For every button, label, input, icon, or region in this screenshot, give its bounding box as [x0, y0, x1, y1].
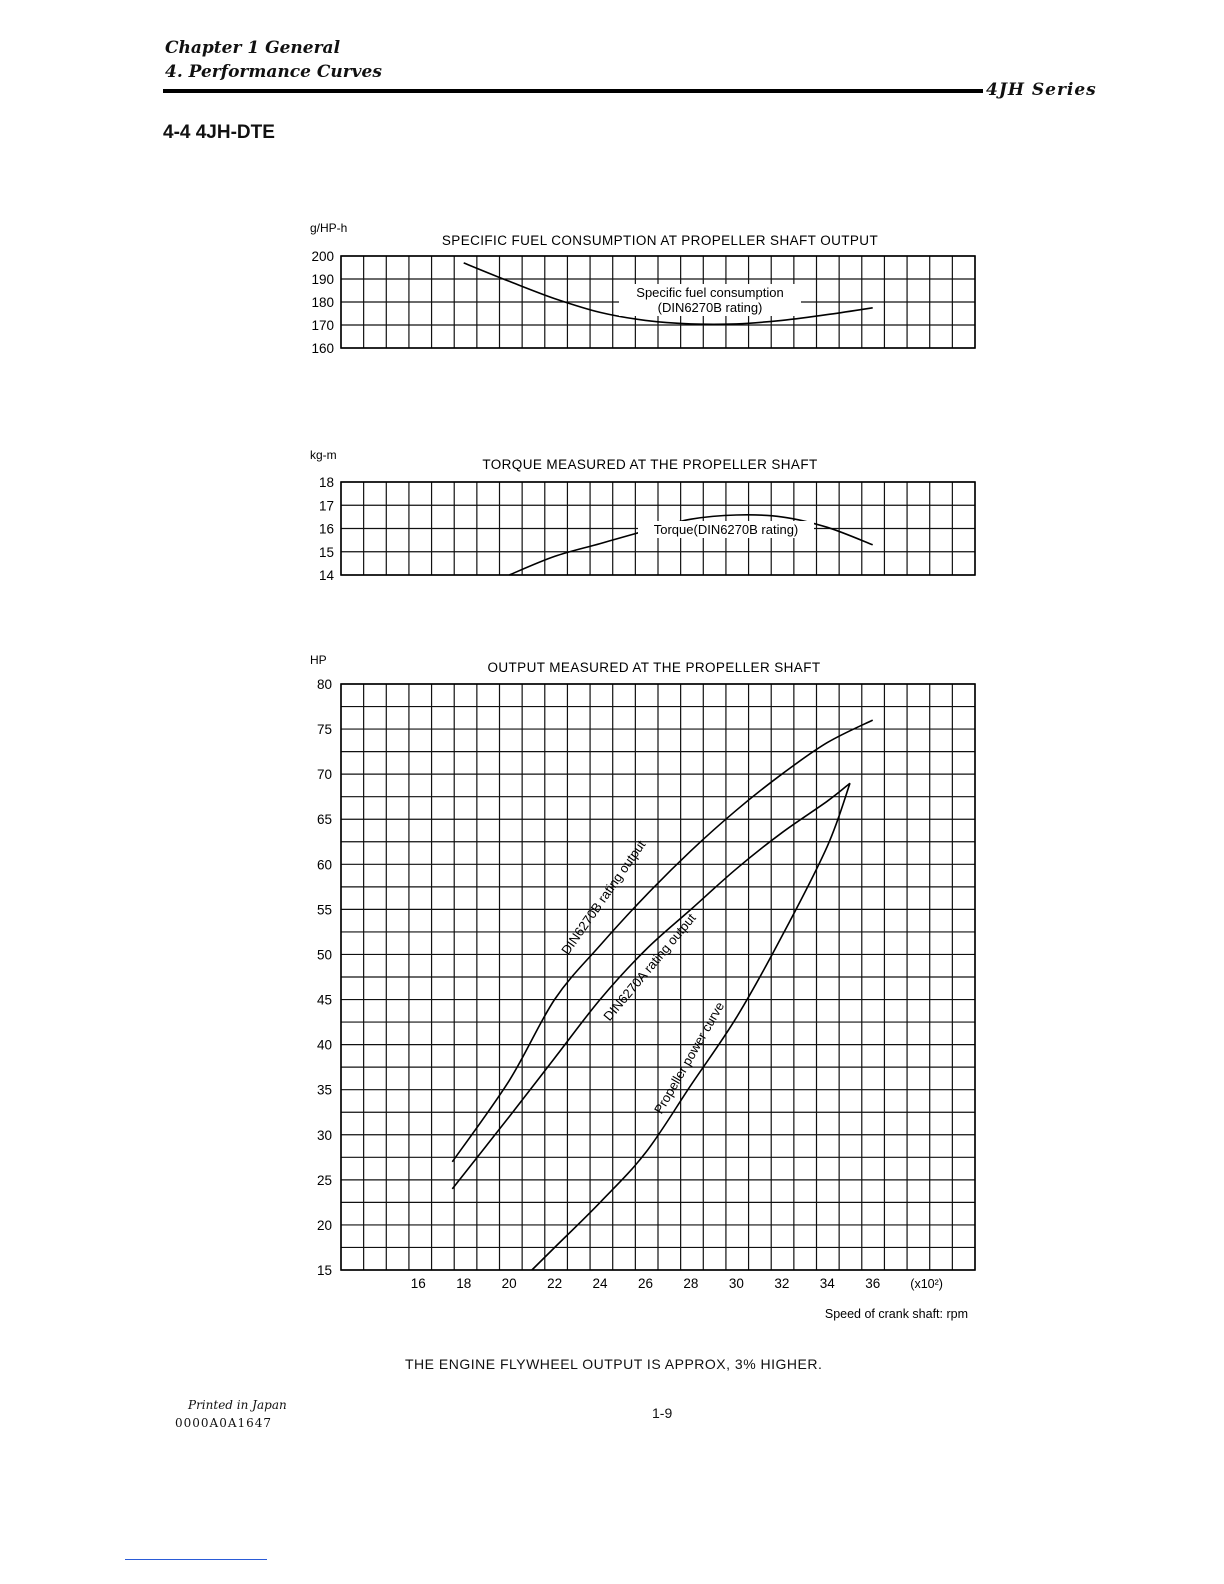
y-tick-label: 16 [318, 521, 334, 537]
series-label: DIN6270B rating output [558, 837, 649, 958]
y-axis-label: kg-m [310, 448, 337, 462]
x-axis-label: Speed of crank shaft: rpm [824, 1307, 968, 1321]
x-tick-label: 26 [637, 1276, 654, 1291]
y-tick-label: 170 [311, 318, 334, 333]
chart-title: TORQUE MEASURED AT THE PROPELLER SHAFT [482, 457, 818, 472]
x-tick-label: 20 [501, 1276, 517, 1291]
y-tick-label: 60 [316, 857, 332, 873]
y-tick-label: 25 [316, 1172, 332, 1188]
chart-title: SPECIFIC FUEL CONSUMPTION AT PROPELLER SHAFT OUTPUT [441, 233, 879, 248]
x-tick-label: 22 [547, 1276, 563, 1291]
chapter-title: Chapter 1 General [165, 38, 341, 58]
series-label: (DIN6270B rating) [657, 300, 763, 315]
y-tick-label: 45 [316, 992, 332, 1008]
y-axis-label: g/HP-h [310, 221, 348, 235]
y-tick-label: 55 [316, 902, 332, 918]
y-tick-label: 14 [318, 568, 334, 583]
y-tick-label: 75 [316, 722, 332, 738]
model-heading: 4-4 4JH-DTE [163, 122, 275, 143]
y-tick-label: 180 [311, 295, 334, 310]
flywheel-footnote: THE ENGINE FLYWHEEL OUTPUT IS APPROX, 3% HIGHER. [405, 1356, 823, 1372]
x-tick-label: 36 [865, 1276, 881, 1291]
x-unit-label: (x10²) [910, 1277, 943, 1291]
y-tick-label: 15 [316, 1263, 332, 1278]
bottom-line [125, 1559, 267, 1560]
x-tick-label: 16 [410, 1276, 426, 1291]
y-tick-label: 160 [311, 341, 334, 356]
x-tick-label: 24 [592, 1276, 608, 1291]
series-label: DIN6270A rating output [600, 910, 699, 1024]
y-tick-label: 20 [316, 1217, 332, 1233]
y-tick-label: 190 [311, 272, 334, 287]
x-tick-label: 18 [456, 1276, 472, 1291]
series-line [452, 783, 850, 1189]
y-tick-label: 17 [318, 498, 334, 514]
x-tick-label: 28 [683, 1276, 699, 1291]
printed-in-japan: Printed in Japan [188, 1398, 287, 1412]
x-tick-label: 34 [819, 1276, 835, 1291]
section-title: 4. Performance Curves [165, 62, 382, 82]
series-label: Torque(DIN6270B rating) [653, 522, 799, 537]
page-number: 1-9 [652, 1405, 673, 1421]
y-tick-label: 50 [316, 947, 332, 963]
y-tick-label: 70 [316, 767, 332, 783]
y-tick-label: 30 [316, 1127, 332, 1143]
x-tick-label: 32 [774, 1276, 790, 1291]
y-tick-label: 18 [318, 475, 334, 490]
x-tick-label: 30 [728, 1276, 744, 1291]
y-tick-label: 200 [311, 249, 334, 264]
document-code: 0000A0A1647 [175, 1416, 273, 1430]
y-tick-label: 80 [316, 677, 332, 692]
y-tick-label: 15 [318, 544, 334, 560]
series-label: 4JH Series [986, 80, 1097, 100]
y-tick-label: 65 [316, 812, 332, 828]
y-tick-label: 40 [316, 1037, 332, 1053]
y-axis-label: HP [310, 653, 327, 667]
chart-title: OUTPUT MEASURED AT THE PROPELLER SHAFT [487, 660, 821, 675]
series-label: Propeller power curve [650, 999, 728, 1117]
y-tick-label: 35 [316, 1082, 332, 1098]
series-label: Specific fuel consumption [636, 285, 784, 300]
